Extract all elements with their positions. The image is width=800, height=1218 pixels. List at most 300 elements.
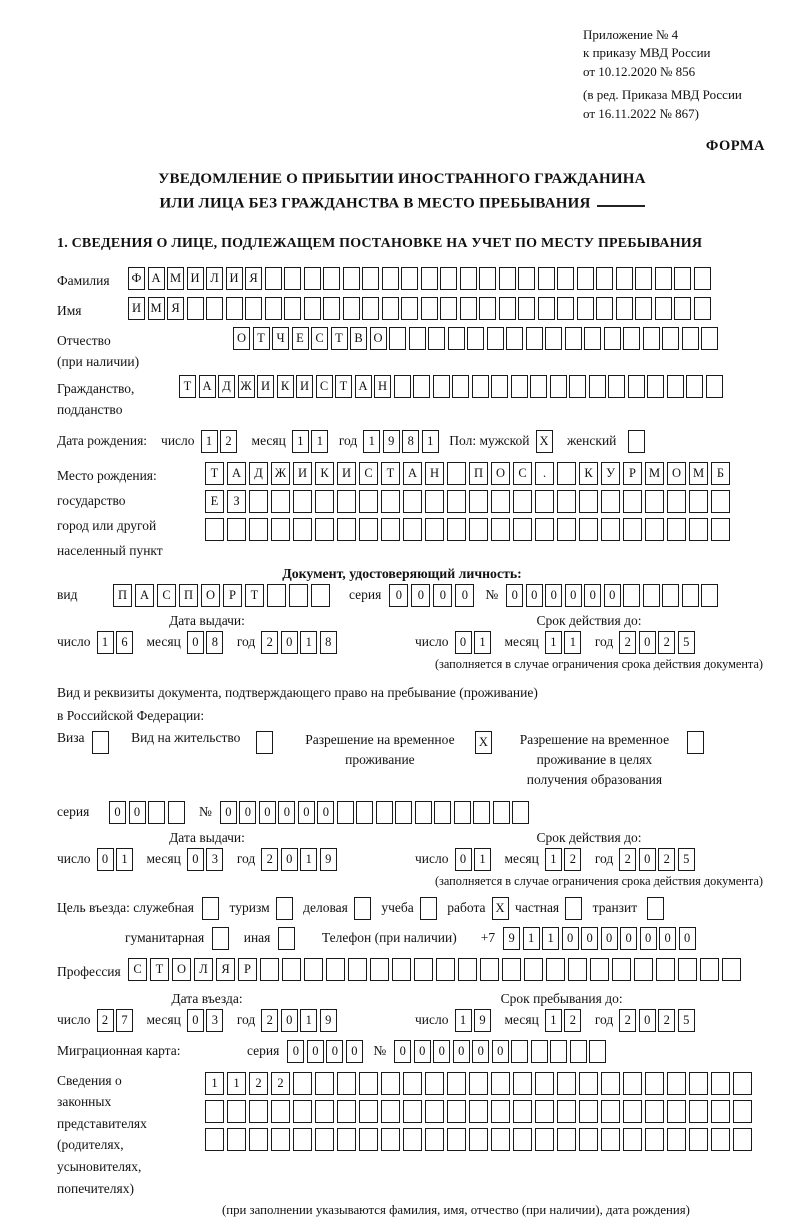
char-cell xyxy=(694,297,711,320)
char-cell: Т xyxy=(179,375,196,398)
char-cell xyxy=(458,958,477,981)
birth-date-label: Дата рождения: xyxy=(57,433,148,449)
char-cell: Т xyxy=(245,584,264,607)
char-cell xyxy=(359,1128,378,1151)
char-cell: 1 xyxy=(311,430,328,453)
char-cell xyxy=(577,267,594,290)
char-cell xyxy=(601,1100,620,1123)
char-cell: Т xyxy=(331,327,348,350)
char-cell: 5 xyxy=(678,848,695,871)
char-cell: Л xyxy=(206,267,223,290)
char-cell: 9 xyxy=(320,848,337,871)
char-cell xyxy=(511,375,528,398)
char-cell xyxy=(689,518,708,541)
char-cell xyxy=(226,297,243,320)
char-cell xyxy=(472,375,489,398)
char-cell xyxy=(550,1040,567,1063)
char-cell xyxy=(381,518,400,541)
char-cell xyxy=(289,584,308,607)
char-cell xyxy=(662,327,679,350)
char-cell xyxy=(359,518,378,541)
char-cell xyxy=(535,1128,554,1151)
char-cell xyxy=(293,490,312,513)
doc-number-cells xyxy=(506,584,721,607)
char-cell xyxy=(469,518,488,541)
char-cell: 0 xyxy=(620,927,637,950)
char-cell: 0 xyxy=(317,801,334,824)
char-cell: 1 xyxy=(545,631,562,654)
char-cell: А xyxy=(355,375,372,398)
char-cell xyxy=(623,1128,642,1151)
char-cell: 2 xyxy=(249,1072,268,1095)
char-cell: Т xyxy=(381,462,400,485)
char-cell: 0 xyxy=(506,584,523,607)
char-cell: 1 xyxy=(455,1009,472,1032)
char-cell xyxy=(502,958,521,981)
char-cell: И xyxy=(226,267,243,290)
char-cell xyxy=(382,267,399,290)
char-cell xyxy=(656,958,675,981)
char-cell xyxy=(579,1128,598,1151)
char-cell xyxy=(343,267,360,290)
char-cell: М xyxy=(645,462,664,485)
char-cell xyxy=(511,1040,528,1063)
char-cell xyxy=(284,267,301,290)
doc-kind-label: вид xyxy=(57,587,78,603)
char-cell: 0 xyxy=(581,927,598,950)
char-cell: С xyxy=(311,327,328,350)
char-cell: 2 xyxy=(619,631,636,654)
visa-checkbox xyxy=(92,731,112,754)
char-cell: 2 xyxy=(658,1009,675,1032)
char-cell: 0 xyxy=(659,927,676,950)
temp-residence-edu-option: Разрешение на временное проживание в целях получения образования xyxy=(508,730,707,791)
char-cell: 0 xyxy=(326,1040,343,1063)
char-cell xyxy=(589,375,606,398)
residence-issue-year-cells xyxy=(261,848,339,871)
char-cell xyxy=(434,801,451,824)
expiry-day-cells xyxy=(455,631,494,654)
char-cell: 1 xyxy=(564,631,581,654)
char-cell: 0 xyxy=(414,1040,431,1063)
char-cell xyxy=(403,490,422,513)
char-cell xyxy=(265,267,282,290)
char-cell xyxy=(469,1128,488,1151)
char-cell xyxy=(491,518,510,541)
char-cell xyxy=(645,1128,664,1151)
char-cell: И xyxy=(257,375,274,398)
char-cell: 0 xyxy=(394,1040,411,1063)
residence-number-label: № xyxy=(199,804,212,820)
char-cell xyxy=(479,267,496,290)
char-cell xyxy=(557,1072,576,1095)
doc-number-label: № xyxy=(485,587,499,603)
char-cell xyxy=(315,1072,334,1095)
char-cell: 0 xyxy=(526,584,543,607)
char-cell xyxy=(513,1128,532,1151)
char-cell xyxy=(579,518,598,541)
residence-issue-heading: Дата выдачи: xyxy=(169,829,245,845)
char-cell xyxy=(454,801,471,824)
char-cell xyxy=(557,267,574,290)
char-cell xyxy=(643,327,660,350)
char-cell: Ч xyxy=(272,327,289,350)
char-cell xyxy=(711,1072,730,1095)
char-cell: 0 xyxy=(281,848,298,871)
char-cell xyxy=(187,297,204,320)
char-cell xyxy=(480,958,499,981)
char-cell xyxy=(601,1128,620,1151)
char-cell xyxy=(395,801,412,824)
char-cell xyxy=(635,297,652,320)
char-cell xyxy=(293,518,312,541)
char-cell: 0 xyxy=(220,801,237,824)
char-cell xyxy=(315,518,334,541)
char-cell: 2 xyxy=(619,848,636,871)
char-cell xyxy=(667,1100,686,1123)
char-cell xyxy=(205,1100,224,1123)
char-cell: С xyxy=(359,462,378,485)
citizenship-label: Гражданство, подданство xyxy=(57,380,135,417)
char-cell xyxy=(401,267,418,290)
residence-expiry-month-cells xyxy=(545,848,584,871)
char-cell: А xyxy=(227,462,246,485)
char-cell xyxy=(362,267,379,290)
char-cell: 1 xyxy=(523,927,540,950)
stay-until-block: Срок пребывания до: число 1 9 месяц 1 2 год 2 0 2 5 xyxy=(415,991,708,1032)
char-cell xyxy=(403,1100,422,1123)
char-cell: 8 xyxy=(402,430,419,453)
residence-expiry-note: (заполняется в случае ограничения срока действия документа) xyxy=(434,873,763,888)
char-cell xyxy=(569,375,586,398)
phone-label: Телефон (при наличии) xyxy=(321,930,457,946)
patronymic-row xyxy=(57,327,800,373)
char-cell xyxy=(276,897,293,920)
char-cell: Ф xyxy=(128,267,145,290)
char-cell xyxy=(557,518,576,541)
char-cell: 9 xyxy=(474,1009,491,1032)
revision-line: (в ред. Приказа МВД России xyxy=(583,87,742,103)
char-cell: 0 xyxy=(472,1040,489,1063)
char-cell: 0 xyxy=(433,584,452,607)
char-cell xyxy=(491,1072,510,1095)
char-cell xyxy=(421,267,438,290)
char-cell xyxy=(362,297,379,320)
char-cell xyxy=(304,267,321,290)
char-cell xyxy=(530,375,547,398)
char-cell xyxy=(565,897,582,920)
char-cell xyxy=(647,897,664,920)
char-cell: 9 xyxy=(503,927,520,950)
char-cell: 2 xyxy=(564,1009,581,1032)
char-cell xyxy=(733,1128,752,1151)
sex-female-checkbox xyxy=(628,430,648,453)
birth-month-group: месяц 1 1 xyxy=(252,430,331,453)
char-cell: 1 xyxy=(545,848,562,871)
char-cell: А xyxy=(199,375,216,398)
char-cell xyxy=(579,1072,598,1095)
char-cell xyxy=(565,327,582,350)
char-cell xyxy=(447,462,466,485)
char-cell xyxy=(545,327,562,350)
char-cell: 9 xyxy=(383,430,400,453)
char-cell: М xyxy=(167,267,184,290)
char-cell xyxy=(447,1072,466,1095)
char-cell xyxy=(415,801,432,824)
char-cell xyxy=(711,490,730,513)
visit-purpose-label: Цель въезда: служебная xyxy=(57,900,194,916)
char-cell xyxy=(491,490,510,513)
purpose-business-checkbox xyxy=(354,897,374,920)
char-cell: П xyxy=(179,584,198,607)
birth-year-cells xyxy=(363,430,441,453)
char-cell: О xyxy=(370,327,387,350)
visit-purpose-row2 xyxy=(57,927,800,950)
char-cell xyxy=(623,584,640,607)
char-cell xyxy=(493,801,510,824)
surname-row xyxy=(57,267,800,292)
expiry-month-cells xyxy=(545,631,584,654)
char-cell xyxy=(487,327,504,350)
issue-year-cells xyxy=(261,631,339,654)
char-cell xyxy=(337,490,356,513)
char-cell: 0 xyxy=(433,1040,450,1063)
char-cell: Н xyxy=(425,462,444,485)
char-cell: 9 xyxy=(320,1009,337,1032)
visa-option: Виза xyxy=(57,730,111,754)
char-cell xyxy=(356,801,373,824)
char-cell: Е xyxy=(205,490,224,513)
visit-purpose-row xyxy=(57,897,800,920)
char-cell xyxy=(315,1128,334,1151)
entry-month-cells xyxy=(187,1009,226,1032)
char-cell xyxy=(674,267,691,290)
char-cell xyxy=(524,958,543,981)
char-cell: 0 xyxy=(187,631,204,654)
char-cell: Т xyxy=(335,375,352,398)
char-cell: 0 xyxy=(239,801,256,824)
purpose-transit-checkbox xyxy=(647,897,667,920)
char-cell: Я xyxy=(167,297,184,320)
char-cell: 1 xyxy=(300,1009,317,1032)
char-cell xyxy=(616,297,633,320)
char-cell xyxy=(420,897,437,920)
char-cell: К xyxy=(315,462,334,485)
char-cell: 2 xyxy=(261,631,278,654)
char-cell xyxy=(323,267,340,290)
char-cell xyxy=(689,490,708,513)
char-cell: И xyxy=(128,297,145,320)
char-cell xyxy=(711,1100,730,1123)
char-cell: Б xyxy=(711,462,730,485)
char-cell xyxy=(304,958,323,981)
char-cell: X xyxy=(475,731,492,754)
char-cell xyxy=(249,518,268,541)
char-cell: Д xyxy=(249,462,268,485)
char-cell: 0 xyxy=(604,584,621,607)
char-cell xyxy=(436,958,455,981)
char-cell: О xyxy=(201,584,220,607)
annex-block xyxy=(583,26,800,123)
char-cell: Т xyxy=(205,462,224,485)
char-cell: М xyxy=(148,297,165,320)
char-cell xyxy=(538,297,555,320)
char-cell: 0 xyxy=(679,927,696,950)
migration-number-label: № xyxy=(373,1043,387,1059)
char-cell: Т xyxy=(253,327,270,350)
char-cell xyxy=(337,1100,356,1123)
representatives-line3 xyxy=(205,1128,755,1151)
char-cell xyxy=(227,1100,246,1123)
char-cell xyxy=(531,1040,548,1063)
char-cell: 0 xyxy=(287,1040,304,1063)
char-cell xyxy=(425,1128,444,1151)
purpose-tourism: туризм xyxy=(230,897,296,920)
char-cell xyxy=(447,490,466,513)
char-cell: 0 xyxy=(281,631,298,654)
char-cell: Л xyxy=(194,958,213,981)
char-cell xyxy=(425,1072,444,1095)
residence-number-cells xyxy=(220,801,532,824)
char-cell xyxy=(601,490,620,513)
char-cell xyxy=(535,490,554,513)
char-cell xyxy=(678,958,697,981)
char-cell xyxy=(440,267,457,290)
char-cell: О xyxy=(667,462,686,485)
char-cell xyxy=(526,327,543,350)
char-cell: Е xyxy=(292,327,309,350)
residence-doc-series-row xyxy=(57,801,800,824)
char-cell xyxy=(518,267,535,290)
birth-date-row xyxy=(57,430,800,453)
birth-place-line2 xyxy=(205,490,733,513)
residence-permit-option: Вид на жительство xyxy=(131,730,276,754)
char-cell xyxy=(682,584,699,607)
residence-issue-day-cells xyxy=(97,848,136,871)
char-cell xyxy=(271,1128,290,1151)
char-cell: О xyxy=(233,327,250,350)
char-cell xyxy=(428,327,445,350)
char-cell: 5 xyxy=(678,631,695,654)
char-cell xyxy=(589,1040,606,1063)
temp-residence-edu-checkbox xyxy=(687,731,707,754)
char-cell xyxy=(267,584,286,607)
annex-line: Приложение № 4 xyxy=(583,27,679,42)
char-cell: Т xyxy=(150,958,169,981)
representatives-line1 xyxy=(205,1072,755,1095)
char-cell xyxy=(403,1128,422,1151)
entry-date-block: Дата въезда: число 2 7 месяц 0 3 год 2 0 1 9 xyxy=(57,991,415,1032)
char-cell xyxy=(557,297,574,320)
char-cell xyxy=(278,927,295,950)
char-cell xyxy=(711,1128,730,1151)
char-cell: 3 xyxy=(206,1009,223,1032)
char-cell xyxy=(590,958,609,981)
char-cell: Р xyxy=(238,958,257,981)
char-cell: 0 xyxy=(545,584,562,607)
char-cell xyxy=(570,1040,587,1063)
issue-month-cells xyxy=(187,631,226,654)
char-cell: 1 xyxy=(116,848,133,871)
char-cell xyxy=(359,1072,378,1095)
birth-place-line1 xyxy=(205,462,733,485)
purpose-transit: транзит xyxy=(593,897,667,920)
char-cell xyxy=(623,518,642,541)
char-cell xyxy=(667,1128,686,1151)
purpose-private-checkbox xyxy=(565,897,585,920)
representatives-label: Сведения о законных представителях (родителях, усыновителях, попечителях) xyxy=(57,1072,147,1196)
char-cell xyxy=(550,375,567,398)
birth-place-cells xyxy=(205,462,733,546)
char-cell: Ж xyxy=(238,375,255,398)
char-cell xyxy=(447,518,466,541)
representatives-cells xyxy=(205,1070,755,1156)
char-cell: И xyxy=(337,462,356,485)
birth-day-group: число 1 2 xyxy=(161,430,240,453)
char-cell xyxy=(733,1100,752,1123)
residence-series-label: серия xyxy=(57,804,90,820)
char-cell: И xyxy=(293,462,312,485)
char-cell xyxy=(612,958,631,981)
char-cell xyxy=(706,375,723,398)
char-cell xyxy=(293,1128,312,1151)
char-cell: С xyxy=(128,958,147,981)
representatives-line2 xyxy=(205,1100,755,1123)
char-cell: 1 xyxy=(542,927,559,950)
char-cell: 0 xyxy=(187,848,204,871)
char-cell: 2 xyxy=(658,631,675,654)
char-cell xyxy=(623,1072,642,1095)
residence-doc-intro: Вид и реквизиты документа, подтверждающего право на пребывание (проживание) в Российской Федерации: xyxy=(57,684,538,724)
expiry-year-cells xyxy=(619,631,697,654)
residence-expiry-heading: Срок действия до: xyxy=(536,829,642,845)
char-cell: 0 xyxy=(298,801,315,824)
char-cell: Р xyxy=(623,462,642,485)
char-cell xyxy=(440,297,457,320)
char-cell xyxy=(469,1100,488,1123)
char-cell xyxy=(596,267,613,290)
char-cell xyxy=(271,518,290,541)
char-cell: И xyxy=(296,375,313,398)
char-cell xyxy=(413,375,430,398)
char-cell xyxy=(568,958,587,981)
identity-doc-heading: Документ, удостоверяющий личность: xyxy=(282,565,522,581)
char-cell xyxy=(608,375,625,398)
expiry-date-block: Срок действия до: число 0 1 месяц 1 1 год 2 0 2 5 (заполняется в случае ограничения срока действия документа) xyxy=(415,612,763,671)
char-cell: М xyxy=(689,462,708,485)
residence-doc-dates xyxy=(57,830,800,889)
char-cell xyxy=(382,297,399,320)
char-cell xyxy=(460,297,477,320)
char-cell: 0 xyxy=(455,848,472,871)
char-cell: 1 xyxy=(474,631,491,654)
char-cell xyxy=(425,518,444,541)
char-cell: Р xyxy=(223,584,242,607)
stay-day-cells xyxy=(455,1009,494,1032)
char-cell xyxy=(512,801,529,824)
char-cell xyxy=(389,327,406,350)
char-cell xyxy=(469,1072,488,1095)
char-cell xyxy=(403,1072,422,1095)
char-cell xyxy=(282,958,301,981)
char-cell xyxy=(694,267,711,290)
char-cell: 0 xyxy=(307,1040,324,1063)
residence-series-cells xyxy=(109,801,187,824)
char-cell xyxy=(546,958,565,981)
purpose-other-label: иная xyxy=(243,930,271,946)
char-cell: К xyxy=(277,375,294,398)
profession-label: Профессия xyxy=(57,963,121,979)
